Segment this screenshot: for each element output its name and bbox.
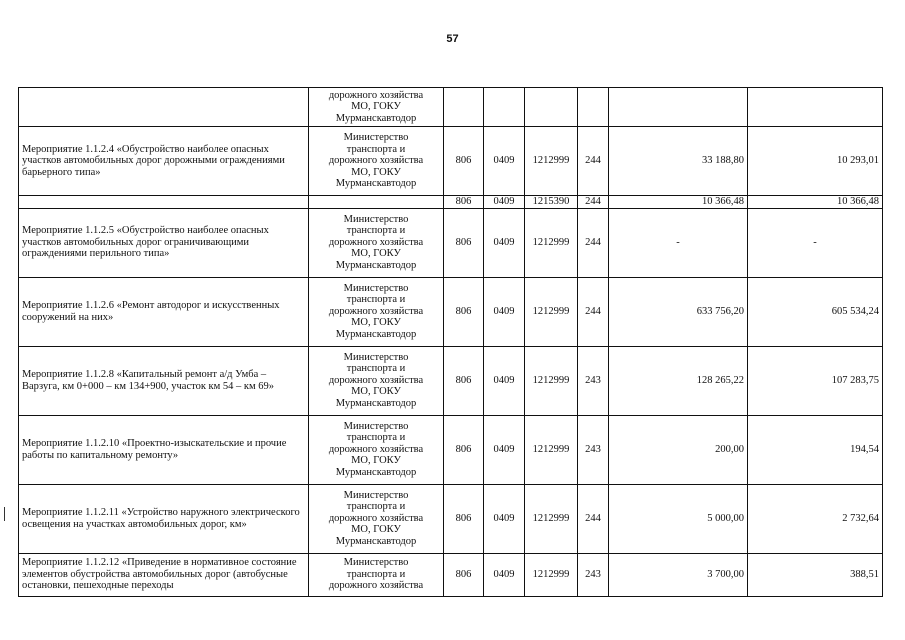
executor-line: МО, ГОКУ	[351, 317, 401, 329]
executor-line: Мурманскавтодор	[335, 397, 417, 409]
grbs-cell: 806	[444, 127, 484, 196]
executor-line: дорожного хозяйства	[328, 443, 424, 455]
target-article-cell: 1212999	[525, 415, 578, 484]
grbs-cell: 806	[444, 415, 484, 484]
executor-line: транспорта и	[346, 294, 406, 306]
executor-line: транспорта и	[346, 225, 406, 237]
section-cell: 0409	[484, 553, 525, 596]
executor-cell	[309, 208, 444, 277]
executor-line: дорожного хозяйства	[328, 236, 424, 248]
measure-name-cell: Мероприятие 1.1.2.8 «Капитальный ремонт а/д Умба – Варзуга, км 0+000 – км 134+900, участок км 54 – км 69»	[19, 346, 309, 415]
executor-line: Мурманскавтодор	[335, 466, 417, 478]
measure-name-cell: Мероприятие 1.1.2.6 «Ремонт автодорог и искусственных сооружений на них»	[19, 277, 309, 346]
actual-amount-cell: -	[748, 208, 883, 277]
target-article-cell: 1212999	[525, 277, 578, 346]
executor-line: Мурманскавтодор	[335, 112, 417, 124]
section-cell: 0409	[484, 484, 525, 553]
actual-amount-cell: 10 293,01	[748, 127, 883, 196]
table-row	[19, 553, 883, 596]
table-row	[19, 196, 883, 209]
executor-line: дорожного хозяйства	[328, 374, 424, 386]
table-row	[19, 346, 883, 415]
planned-amount-cell: 3 700,00	[609, 553, 748, 596]
expense-type-cell: 244	[578, 196, 609, 209]
planned-amount-cell: 33 188,80	[609, 127, 748, 196]
section-cell: 0409	[484, 415, 525, 484]
table-row	[19, 277, 883, 346]
expense-type-cell: 244	[578, 127, 609, 196]
expense-type-cell: 243	[578, 415, 609, 484]
executor-line: Мурманскавтодор	[335, 259, 417, 271]
executor-line: транспорта и	[346, 143, 406, 155]
executor-line: транспорта и	[346, 501, 406, 513]
target-article-cell	[525, 88, 578, 127]
target-article-cell: 1212999	[525, 127, 578, 196]
executor-line: дорожного хозяйства	[328, 580, 424, 592]
section-cell: 0409	[484, 127, 525, 196]
executor-line: транспорта и	[346, 363, 406, 375]
expense-type-cell: 244	[578, 208, 609, 277]
actual-amount-cell: 2 732,64	[748, 484, 883, 553]
table-row	[19, 208, 883, 277]
measure-name-cell: Мероприятие 1.1.2.5 «Обустройство наиболее опасных участков автомобильных дорог ограничивающими ограждениями перильного типа»	[19, 208, 309, 277]
executor-line: Министерство	[343, 282, 409, 294]
executor-cell	[309, 88, 444, 127]
executor-cell	[309, 484, 444, 553]
grbs-cell: 806	[444, 346, 484, 415]
section-cell: 0409	[484, 196, 525, 209]
budget-table	[18, 87, 883, 597]
grbs-cell: 806	[444, 196, 484, 209]
expense-type-cell: 243	[578, 553, 609, 596]
executor-cell	[309, 127, 444, 196]
measure-name-cell: Мероприятие 1.1.2.11 «Устройство наружного электрического освещения на участках автомобильных дорог, км»	[19, 484, 309, 553]
target-article-cell: 1212999	[525, 553, 578, 596]
measure-name-cell	[19, 196, 309, 209]
executor-line: МО, ГОКУ	[351, 248, 401, 260]
executor-line: транспорта и	[346, 568, 406, 580]
executor-line: Министерство	[343, 557, 409, 569]
actual-amount-cell	[748, 88, 883, 127]
executor-cell	[309, 196, 444, 209]
executor-cell	[309, 346, 444, 415]
section-cell: 0409	[484, 277, 525, 346]
actual-amount-cell: 107 283,75	[748, 346, 883, 415]
planned-amount-cell: 200,00	[609, 415, 748, 484]
executor-line: дорожного хозяйства	[328, 305, 424, 317]
expense-type-cell: 243	[578, 346, 609, 415]
grbs-cell: 806	[444, 208, 484, 277]
page-number: 57	[446, 33, 459, 45]
measure-name-cell: Мероприятие 1.1.2.10 «Проектно-изыскательские и прочие работы по капитальному ремонту»	[19, 415, 309, 484]
target-article-cell: 1212999	[525, 346, 578, 415]
section-cell	[484, 88, 525, 127]
table-row	[19, 127, 883, 196]
executor-line: Мурманскавтодор	[335, 535, 417, 547]
executor-line: Мурманскавтодор	[335, 328, 417, 340]
grbs-cell: 806	[444, 277, 484, 346]
expense-type-cell: 244	[578, 484, 609, 553]
planned-amount-cell	[609, 88, 748, 127]
executor-line: Министерство	[343, 132, 409, 144]
actual-amount-cell: 10 366,48	[748, 196, 883, 209]
actual-amount-cell: 605 534,24	[748, 277, 883, 346]
executor-line: Мурманскавтодор	[335, 178, 417, 190]
target-article-cell: 1215390	[525, 196, 578, 209]
expense-type-cell: 244	[578, 277, 609, 346]
measure-name-cell: Мероприятие 1.1.2.12 «Приведение в нормативное состояние элементов обустройства автомобильных дорог (автобусные остановки, пешеходные переходы	[19, 553, 309, 596]
expense-type-cell	[578, 88, 609, 127]
planned-amount-cell: 10 366,48	[609, 196, 748, 209]
executor-line: МО, ГОКУ	[351, 455, 401, 467]
section-cell: 0409	[484, 346, 525, 415]
table-row	[19, 484, 883, 553]
executor-cell	[309, 415, 444, 484]
executor-cell	[309, 277, 444, 346]
table-row	[19, 88, 883, 127]
executor-line: Министерство	[343, 420, 409, 432]
table-body	[19, 88, 883, 597]
grbs-cell: 806	[444, 484, 484, 553]
grbs-cell	[444, 88, 484, 127]
executor-line: транспорта и	[346, 432, 406, 444]
planned-amount-cell: 128 265,22	[609, 346, 748, 415]
table-row	[19, 415, 883, 484]
executor-line: МО, ГОКУ	[351, 524, 401, 536]
grbs-cell: 806	[444, 553, 484, 596]
planned-amount-cell: 5 000,00	[609, 484, 748, 553]
margin-mark	[4, 507, 5, 521]
executor-line: МО, ГОКУ	[351, 166, 401, 178]
executor-line: МО, ГОКУ	[351, 386, 401, 398]
executor-line: дорожного хозяйства	[328, 89, 424, 101]
executor-line: МО, ГОКУ	[351, 101, 401, 113]
measure-name-cell: Мероприятие 1.1.2.4 «Обустройство наиболее опасных участков автомобильных дорог дорожными ограждениями барьерного типа»	[19, 127, 309, 196]
planned-amount-cell: 633 756,20	[609, 277, 748, 346]
executor-line: Министерство	[343, 489, 409, 501]
target-article-cell: 1212999	[525, 208, 578, 277]
measure-name-cell	[19, 88, 309, 127]
executor-cell	[309, 553, 444, 596]
section-cell: 0409	[484, 208, 525, 277]
actual-amount-cell: 388,51	[748, 553, 883, 596]
executor-line: дорожного хозяйства	[328, 512, 424, 524]
executor-line: Министерство	[343, 213, 409, 225]
planned-amount-cell: -	[609, 208, 748, 277]
executor-line: дорожного хозяйства	[328, 155, 424, 167]
target-article-cell: 1212999	[525, 484, 578, 553]
actual-amount-cell: 194,54	[748, 415, 883, 484]
executor-line: Министерство	[343, 351, 409, 363]
